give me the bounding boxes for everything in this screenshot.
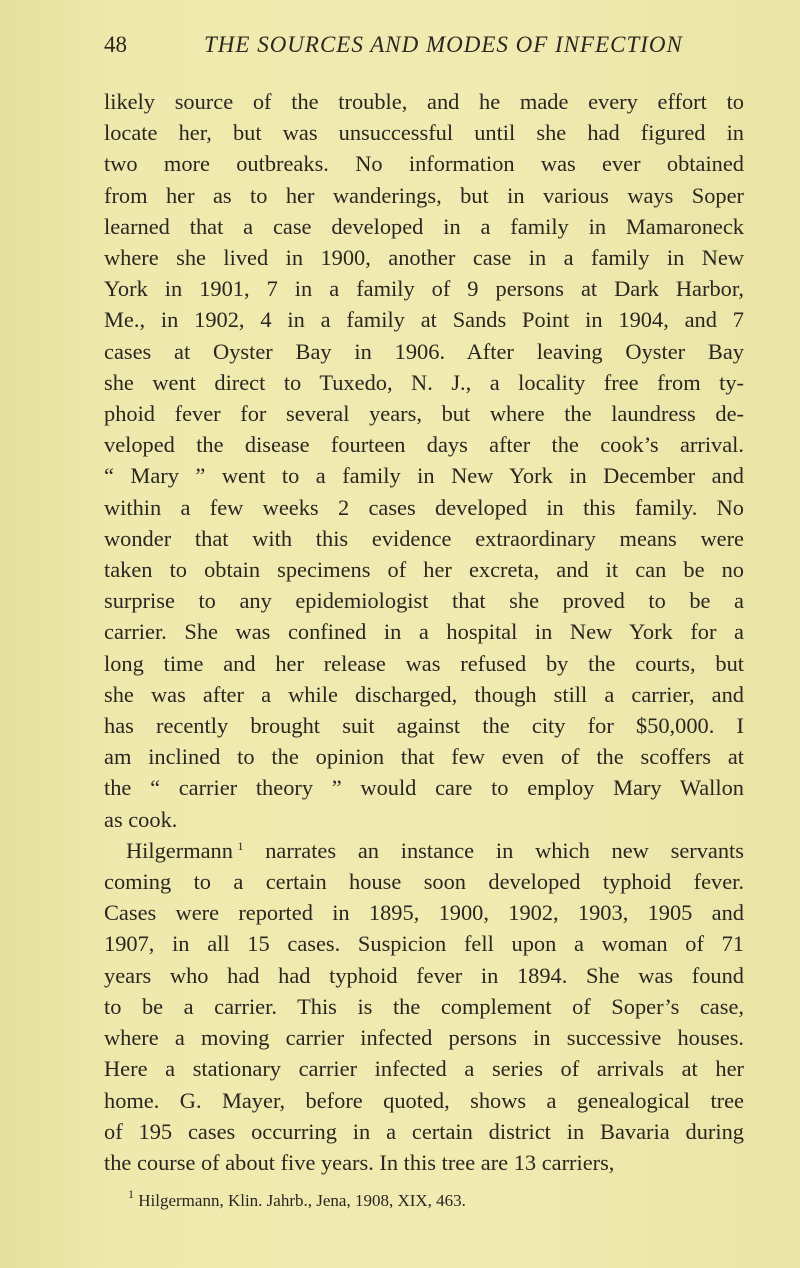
text-line: as cook. xyxy=(104,806,178,832)
text-line: wonder that with this evidence extraordinary means were xyxy=(104,525,744,551)
text-line: from her as to her wanderings, but in various ways Soper xyxy=(104,182,744,208)
text-line: coming to a certain house soon developed typhoid fever. xyxy=(104,869,744,895)
footnote-reference: 1 xyxy=(237,838,244,853)
page-number: 48 xyxy=(104,32,127,57)
text-line: where she lived in 1900, another case in a family in New xyxy=(104,245,744,271)
text-line: “ Mary ” went to a family in New York in December and xyxy=(104,463,744,489)
text-line: Here a stationary carrier infected a series of arrivals at her xyxy=(104,1056,744,1082)
text-line: the course of about five years. In this tree are 13 carriers, xyxy=(104,1149,615,1175)
text-line: York in 1901, 7 in a family of 9 persons at Dark Harbor, xyxy=(104,276,744,302)
text-line: veloped the disease fourteen days after the cook’s arrival. xyxy=(104,432,744,458)
text-line: surprise to any epidemiologist that she proved to be a xyxy=(104,588,744,614)
footnote-text: Hilgermann, Klin. Jahrb., Jena, 1908, XIX, 463. xyxy=(138,1191,466,1210)
text-line: to be a carrier. This is the complement of Soper’s case, xyxy=(104,993,744,1019)
text-line: cases at Oyster Bay in 1906. After leaving Oyster Bay xyxy=(104,338,744,364)
text-line: 1907, in all 15 cases. Suspicion fell upon a woman of 71 xyxy=(104,931,744,957)
text-line: where a moving carrier infected persons in successive houses. xyxy=(104,1025,744,1051)
text-line: has recently brought suit against the city for $50,000. I xyxy=(104,713,744,739)
text-line: am inclined to the opinion that few even of the scoffers at xyxy=(104,744,744,770)
text-line: home. G. Mayer, before quoted, shows a genealogical tree xyxy=(104,1087,744,1113)
text-line: she was after a while discharged, though still a carrier, and xyxy=(104,681,744,707)
text-line: locate her, but was unsuccessful until she had figured in xyxy=(104,120,744,146)
running-title: THE SOURCES AND MODES OF INFECTION xyxy=(204,32,683,57)
paragraph-start-line xyxy=(104,835,744,866)
text-fragment: narrates an instance in which new servants xyxy=(265,837,744,863)
text-line: likely source of the trouble, and he made every effort to xyxy=(104,89,744,114)
author-name: Hilgermann xyxy=(126,837,233,863)
text-line: Me., in 1902, 4 in a family at Sands Point in 1904, and 7 xyxy=(104,307,744,333)
footnote xyxy=(128,1189,466,1213)
text-line: carrier. She was confined in a hospital in New York for a xyxy=(104,619,744,645)
text-line: taken to obtain specimens of her excreta, and it can be no xyxy=(104,557,744,583)
text-line: phoid fever for several years, but where the laundress de- xyxy=(104,401,744,427)
text-line: of 195 cases occurring in a certain district in Bavaria during xyxy=(104,1118,744,1144)
text-line: within a few weeks 2 cases developed in this family. No xyxy=(104,494,744,520)
text-line: learned that a case developed in a family in Mamaroneck xyxy=(104,213,744,239)
text-line: years who had had typhoid fever in 1894. She was found xyxy=(104,962,744,988)
text-line: two more outbreaks. No information was ever obtained xyxy=(104,151,744,177)
text-line: she went direct to Tuxedo, N. J., a locality free from ty- xyxy=(104,369,744,395)
footnote-marker: 1 xyxy=(128,1187,134,1201)
text-line: Cases were reported in 1895, 1900, 1902, 1903, 1905 and xyxy=(104,900,744,926)
text-line: long time and her release was refused by the courts, but xyxy=(104,650,744,676)
body-text xyxy=(104,86,744,1178)
text-line: the “ carrier theory ” would care to employ Mary Wallon xyxy=(104,775,744,801)
